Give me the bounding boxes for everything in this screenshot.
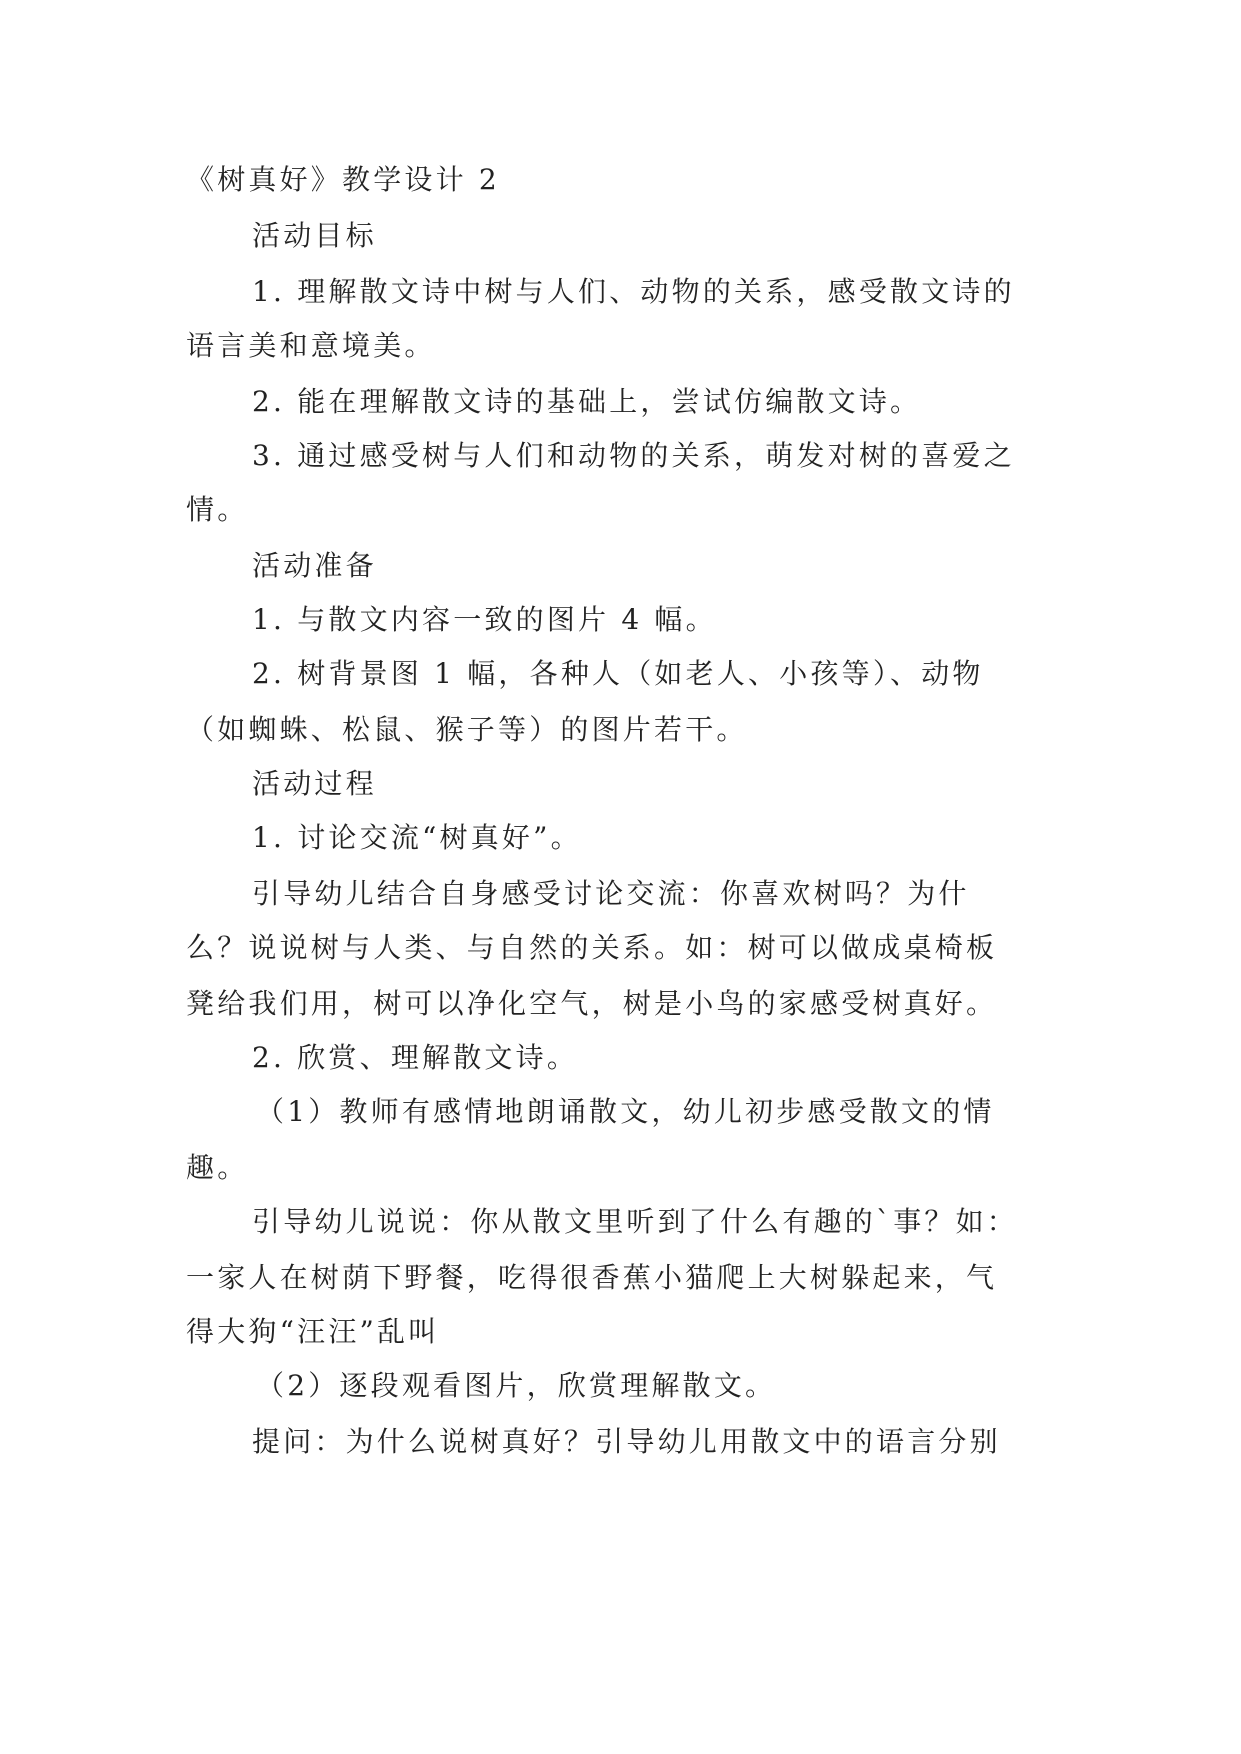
section-heading-preparation: 活动准备 (252, 549, 377, 582)
paragraph-line: 语言美和意境美。 (186, 329, 436, 362)
paragraph-line: 得大狗“汪汪”乱叫 (186, 1315, 440, 1348)
paragraph-line: （1）教师有感情地朗诵散文，幼儿初步感受散文的情 (256, 1095, 995, 1128)
section-heading-objectives: 活动目标 (252, 219, 377, 252)
paragraph-line: 1. 理解散文诗中树与人们、动物的关系，感受散文诗的 (252, 275, 1015, 308)
paragraph-line: 1. 与散文内容一致的图片 4 幅。 (252, 603, 717, 636)
paragraph-line: 引导幼儿结合自身感受讨论交流：你喜欢树吗？为什 (252, 877, 970, 910)
paragraph-line: 2. 树背景图 1 幅，各种人（如老人、小孩等）、动物 (252, 657, 984, 690)
paragraph-line: 么？说说树与人类、与自然的关系。如：树可以做成桌椅板 (186, 931, 998, 964)
paragraph-line: 1. 讨论交流“树真好”。 (252, 821, 582, 854)
paragraph-line: 凳给我们用，树可以净化空气，树是小鸟的家感受树真好。 (186, 987, 998, 1020)
paragraph-line: 2. 欣赏、理解散文诗。 (252, 1041, 579, 1074)
paragraph-line: 2. 能在理解散文诗的基础上，尝试仿编散文诗。 (252, 385, 922, 418)
paragraph-line: 趣。 (186, 1151, 249, 1184)
document-title: 《树真好》教学设计 2 (186, 163, 500, 196)
paragraph-line: （如蜘蛛、松鼠、猴子等）的图片若干。 (186, 713, 748, 746)
paragraph-line: 一家人在树荫下野餐，吃得很香蕉小猫爬上大树躲起来，气 (186, 1261, 998, 1294)
paragraph-line: 引导幼儿说说：你从散文里听到了什么有趣的`事？如： (252, 1205, 1019, 1238)
paragraph-line: 3. 通过感受树与人们和动物的关系，萌发对树的喜爱之 (252, 439, 1015, 472)
paragraph-line: （2）逐段观看图片，欣赏理解散文。 (256, 1369, 777, 1402)
paragraph-line: 提问：为什么说树真好？引导幼儿用散文中的语言分别 (252, 1425, 1001, 1458)
section-heading-process: 活动过程 (252, 767, 377, 800)
paragraph-line: 情。 (186, 493, 249, 526)
